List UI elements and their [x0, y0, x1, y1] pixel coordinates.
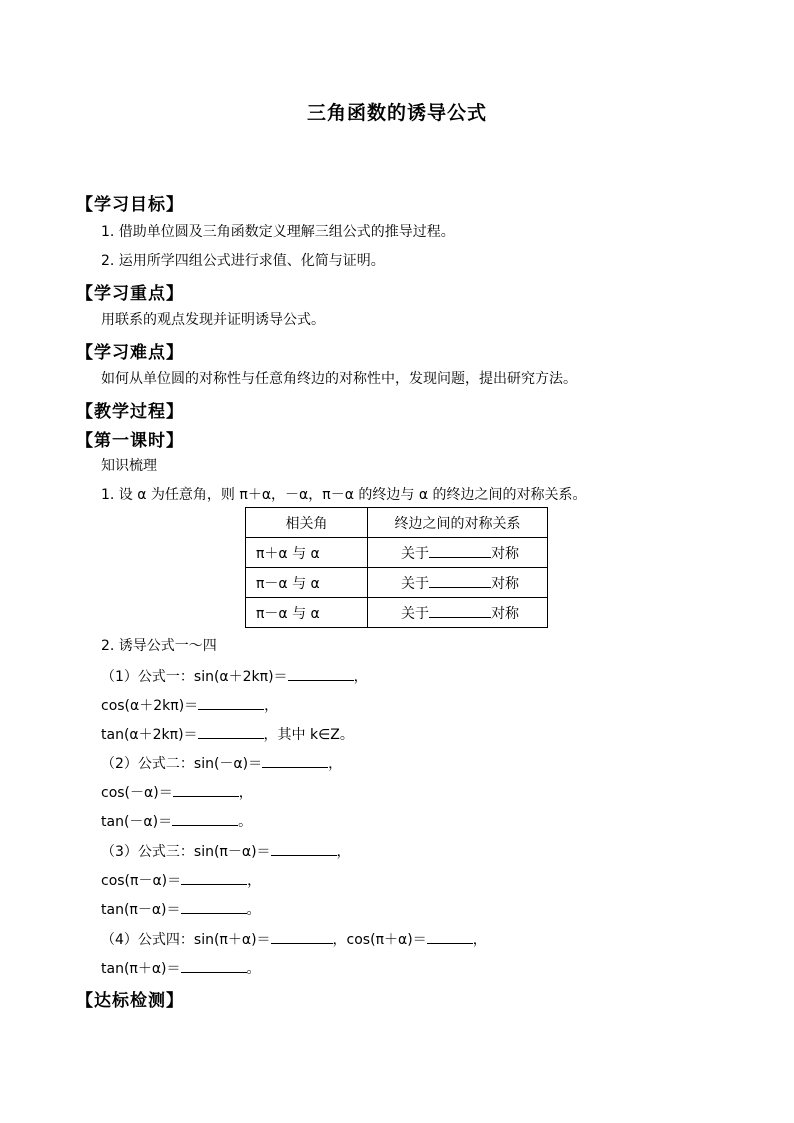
key-points-text: 用联系的观点发现并证明诱导公式。: [101, 312, 325, 328]
table-cell-angle: [246, 568, 368, 598]
goal-item-2: 2. 运用所学四组公式进行求值、化简与证明。: [101, 253, 385, 269]
formula-end: ，其中 k∈Z。: [263, 727, 354, 743]
formula-text: tan(α＋2kπ)＝: [101, 727, 198, 743]
relation-suffix: 对称: [491, 605, 519, 622]
formula-end: ，: [336, 844, 351, 860]
relation-prefix: 关于: [401, 605, 429, 622]
formula-text: tan(π－α)＝: [101, 902, 181, 918]
difficulties-text: 如何从单位圆的对称性与任意角终边的对称性中，发现问题，提出研究方法。: [101, 371, 577, 387]
formula4-tan: [101, 958, 261, 978]
section-heading-lesson1: 【第一课时】: [76, 431, 184, 451]
table-row: [246, 598, 548, 628]
angle-pair: π－α 与 α: [256, 575, 320, 592]
fill-blank: [262, 753, 328, 768]
fill-blank: [172, 811, 238, 826]
relation-prefix: 关于: [401, 575, 429, 592]
fill-blank: [271, 929, 333, 944]
formula-text: （3）公式三：sin(π－α)＝: [101, 844, 271, 860]
formula3-tan: [101, 899, 261, 919]
table-cell-relation: [368, 568, 548, 598]
formula-text: cos(－α)＝: [101, 785, 173, 801]
table-row: [246, 568, 548, 598]
formula2-tan: [101, 811, 252, 831]
section-heading-goals: 【学习目标】: [76, 195, 184, 215]
formula-end: ，: [353, 669, 368, 685]
knowledge-subhead: 知识梳理: [101, 458, 157, 474]
question-2: 2. 诱导公式一～四: [101, 638, 217, 654]
section-heading-key-points: 【学习重点】: [76, 284, 184, 304]
formula-text: （4）公式四：sin(π＋α)＝: [101, 932, 271, 948]
fill-blank: [427, 929, 473, 944]
formula-end: 。: [238, 814, 253, 830]
formula4-sin-cos: [101, 929, 487, 949]
section-heading-difficulties: 【学习难点】: [76, 343, 184, 363]
table-cell-angle: [246, 598, 368, 628]
fill-blank: [181, 899, 247, 914]
formula1-cos: [101, 695, 278, 715]
table-cell-relation: [368, 598, 548, 628]
table-header-row: [246, 508, 548, 538]
table-row: [246, 538, 548, 568]
angle-pair: π＋α 与 α: [256, 545, 320, 562]
formula-text: ，cos(π＋α)＝: [332, 932, 427, 948]
relation-suffix: 对称: [491, 575, 519, 592]
fill-blank: [429, 573, 491, 588]
formula3-sin: [101, 841, 351, 861]
formula3-cos: [101, 870, 261, 890]
symmetry-table: [245, 507, 548, 628]
formula-text: tan(－α)＝: [101, 814, 173, 830]
section-heading-process: 【教学过程】: [76, 402, 184, 422]
page-title: 三角函数的诱导公式: [306, 102, 487, 124]
formula1-sin: [101, 666, 368, 686]
formula-end: ，: [247, 873, 262, 889]
formula-text: cos(α＋2kπ)＝: [101, 698, 199, 714]
fill-blank: [198, 695, 264, 710]
formula-text: （2）公式二：sin(－α)＝: [101, 756, 263, 772]
formula-text: （1）公式一：sin(α＋2kπ)＝: [101, 669, 288, 685]
fill-blank: [271, 841, 337, 856]
fill-blank: [429, 543, 491, 558]
table-cell-angle: [246, 538, 368, 568]
fill-blank: [173, 782, 239, 797]
fill-blank: [181, 870, 247, 885]
table-header-cell: 相关角: [246, 508, 368, 538]
question-1: 1. 设 α 为任意角，则 π＋α，－α，π－α 的终边与 α 的终边之间的对称关系。: [101, 487, 587, 503]
fill-blank: [181, 958, 247, 973]
fill-blank: [288, 666, 354, 681]
formula-end: ，: [264, 698, 279, 714]
formula-text: tan(π＋α)＝: [101, 961, 181, 977]
angle-pair: π－α 与 α: [256, 605, 320, 622]
relation-prefix: 关于: [401, 545, 429, 562]
fill-blank: [198, 724, 264, 739]
section-heading-test: 【达标检测】: [76, 991, 184, 1011]
formula-end: 。: [246, 961, 261, 977]
relation-suffix: 对称: [491, 545, 519, 562]
formula-end: 。: [246, 902, 261, 918]
formula2-cos: [101, 782, 253, 802]
table-cell-relation: [368, 538, 548, 568]
formula-end: ，: [328, 756, 343, 772]
formula-end: ，: [238, 785, 253, 801]
formula2-sin: [101, 753, 342, 773]
table-header-cell: 终边之间的对称关系: [368, 508, 548, 538]
formula-text: cos(π－α)＝: [101, 873, 182, 889]
goal-item-1: 1. 借助单位圆及三角函数定义理解三组公式的推导过程。: [101, 224, 455, 240]
formula-end: ，: [472, 932, 487, 948]
formula1-tan: [101, 724, 354, 744]
fill-blank: [429, 603, 491, 618]
